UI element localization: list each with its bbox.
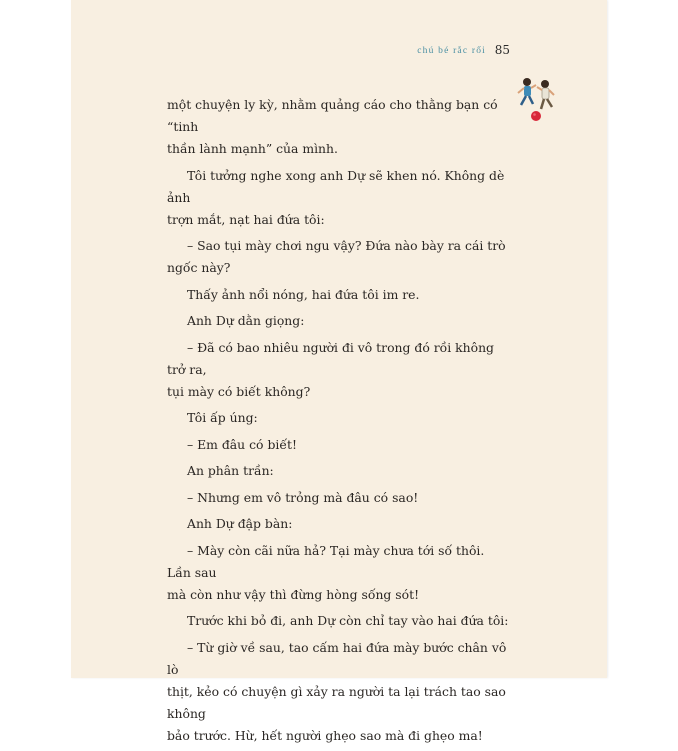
paragraph-1: một chuyện ly kỳ, nhằm quảng cáo cho thằng bạn có “tinh thần lành mạnh” của mình. — [167, 97, 498, 156]
paragraph-4: Thấy ảnh nổi nóng, hai đứa tôi im re. — [187, 286, 420, 302]
two-boys-running-with-red-ball-icon — [515, 74, 559, 124]
paragraph-3: – Sao tụi mày chơi ngu vậy? Đứa nào bày ra cái trò ngốc này? — [167, 238, 506, 275]
paragraph-10: – Nhưng em vô trỏng mà đâu có sao! — [187, 489, 419, 505]
paragraph-8: – Em đâu có biết! — [187, 436, 297, 452]
paragraph-5: Anh Dự dằn giọng: — [187, 313, 305, 328]
paragraph-13: Trước khi bỏ đi, anh Dự còn chỉ tay vào hai đứa tôi: — [187, 613, 509, 628]
running-title: chú bé rắc rối — [417, 46, 486, 56]
page-header — [71, 44, 607, 74]
paragraph-6: – Đã có bao nhiêu người đi vô trong đó rồi không trở ra, tụi mày có biết không? — [167, 339, 494, 399]
paragraph-7: Tôi ấp úng: — [187, 410, 258, 425]
paragraph-9: An phân trần: — [187, 463, 274, 478]
paragraph-12: – Mày còn cãi nữa hả? Tại mày chưa tới số thôi. Lần sau mà còn như vậy thì đừng hòng sống sót! — [167, 542, 485, 602]
paragraph-14: – Từ giờ về sau, tao cấm hai đứa mày bước chân vô lò thịt, kẻo có chuyện gì xảy ra người ta lại trách tao sao không bảo trước. Hừ, hết người ghẹo sao mà đi ghẹo ma! — [167, 639, 507, 743]
paragraph-2: Tôi tưởng nghe xong anh Dự sẽ khen nó. Không dè ảnh trợn mắt, nạt hai đứa tôi: — [167, 167, 505, 227]
page-number: 85 — [494, 43, 510, 57]
body-text — [167, 94, 511, 751]
paragraph-11: Anh Dự đập bàn: — [187, 516, 293, 531]
book-page — [71, 0, 607, 743]
